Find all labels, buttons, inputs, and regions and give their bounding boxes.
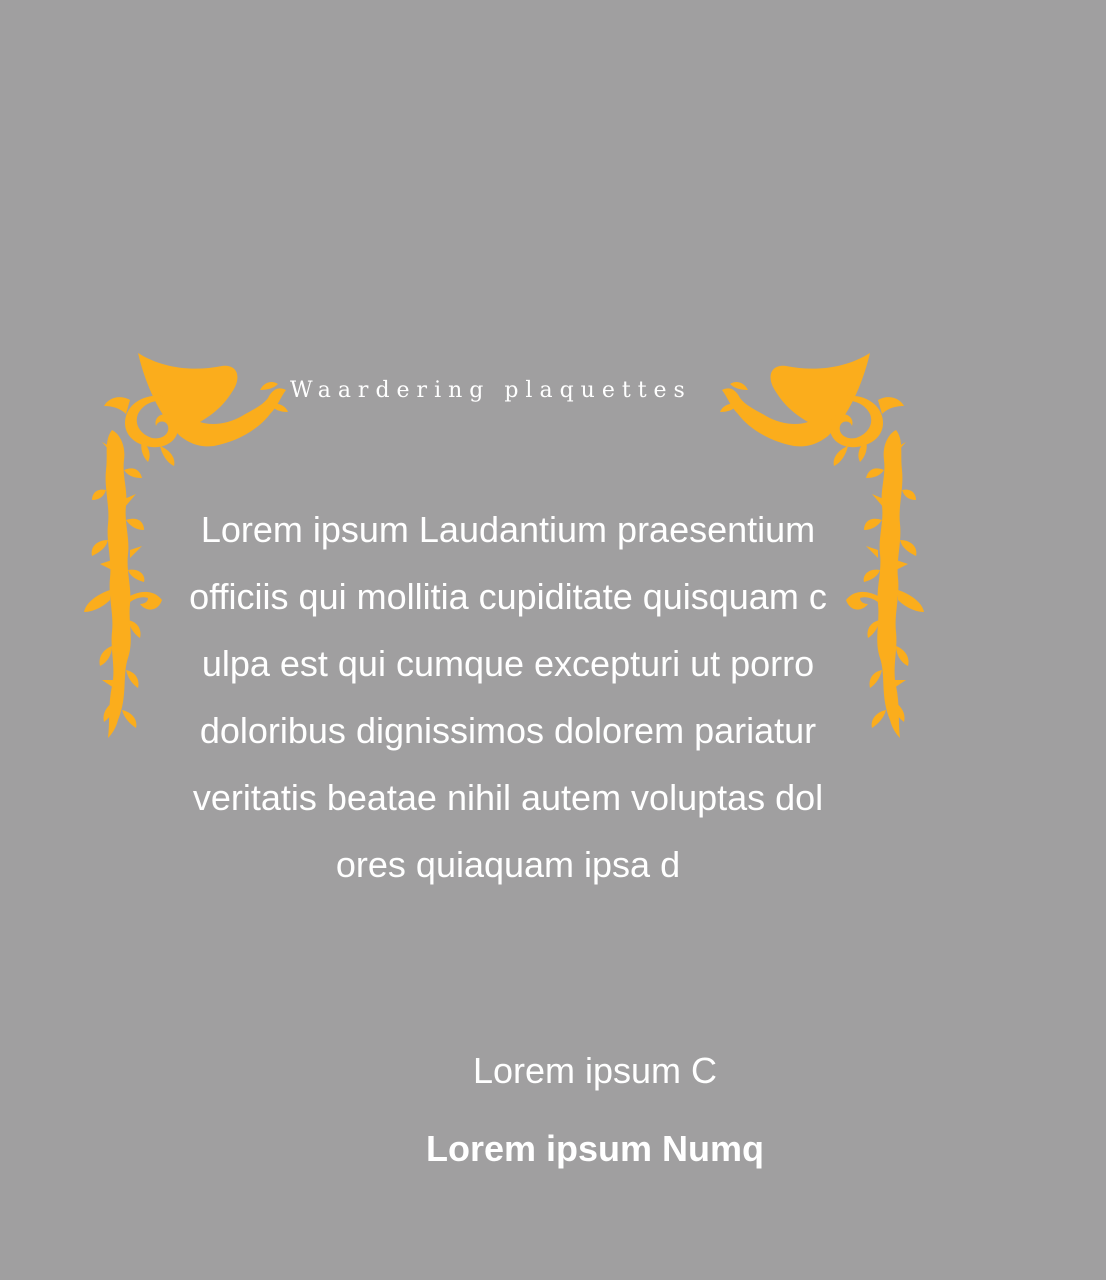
signature-name: Lorem ipsum C bbox=[472, 1050, 718, 1091]
signature-role: Lorem ipsum Numq bbox=[425, 1128, 765, 1169]
plaque-body-text: Lorem ipsum Laudantium praesentium officiis qui mollitia cupiditate quisquam culpa est qui cumque excepturi ut porro doloribus dignissimos dolorem pariatur veritatis beatae nihil autem voluptas dolores quiaquam ipsa d bbox=[189, 509, 827, 885]
plaque-title: Waardering plaquettes bbox=[290, 378, 692, 403]
